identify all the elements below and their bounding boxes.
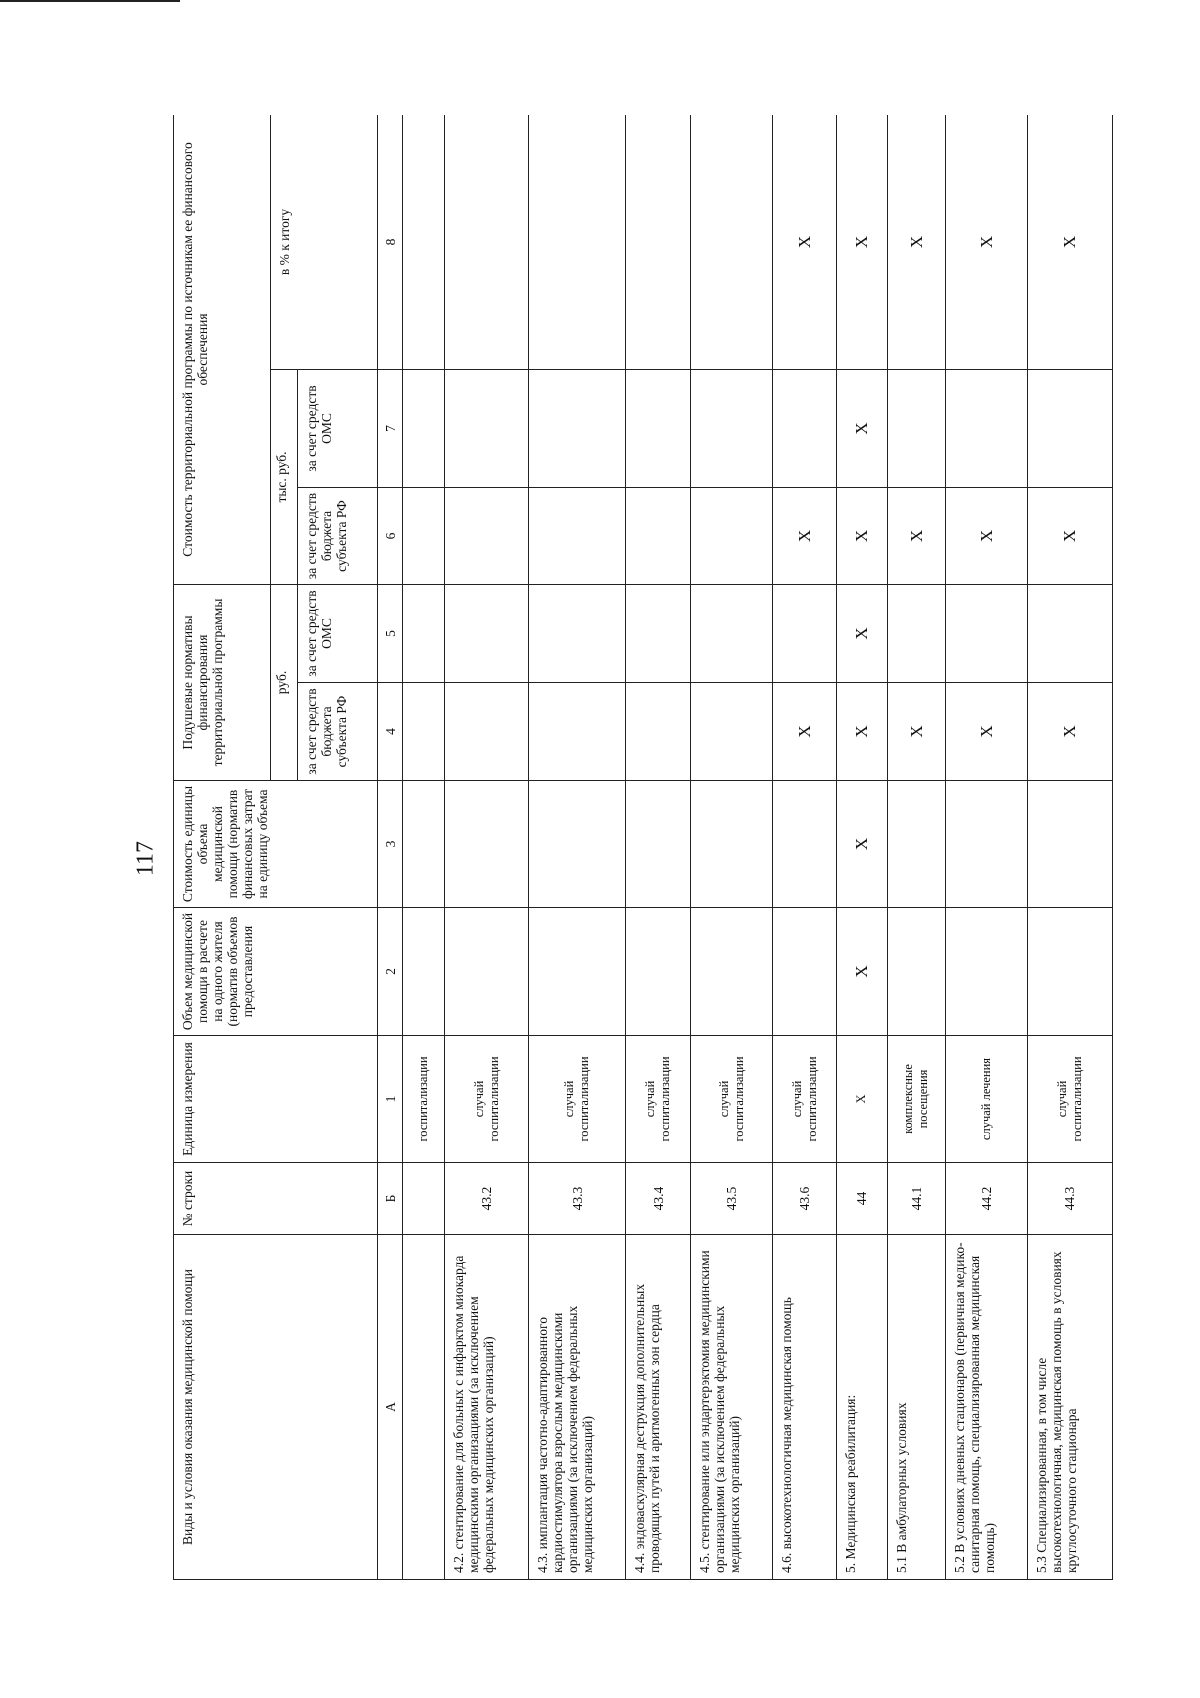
header-col-5: за счет средств ОМС [298, 584, 378, 682]
row-name-cell: 4.6. высокотехнологичная медицинская помощь [773, 1235, 837, 1580]
norm-budget-cell: Х [887, 683, 945, 781]
cost-budget-cell [403, 487, 445, 584]
cost-budget-cell [529, 487, 626, 584]
cost-oms-cell [1027, 369, 1112, 487]
cost-oms-cell [887, 369, 945, 487]
volume-cell [529, 908, 626, 1036]
unit-cell: случай госпитализации [626, 1036, 691, 1163]
numbering-cell: А [378, 1235, 403, 1580]
norm-budget-cell: Х [945, 683, 1027, 781]
cost-percent-cell [691, 115, 773, 369]
unit-cell: случай госпитализации [529, 1036, 626, 1163]
numbering-cell: 7 [378, 369, 403, 487]
page-number: 117 [132, 840, 159, 877]
unit-cell: госпитализации [403, 1036, 445, 1163]
table-container [173, 115, 1113, 1580]
numbering-cell: 3 [378, 781, 403, 908]
table-row [773, 115, 837, 1580]
volume-cell [403, 908, 445, 1036]
row-number-cell: 43.6 [773, 1163, 837, 1235]
cost-percent-cell [529, 115, 626, 369]
unit-cost-cell: Х [837, 781, 887, 908]
cost-percent-cell: Х [773, 115, 837, 369]
header-col-8: в % к итогу [271, 115, 378, 369]
volume-cell [945, 908, 1027, 1036]
table-row [1027, 115, 1112, 1580]
norm-budget-cell [403, 683, 445, 781]
row-name-cell: 5.3 Специализированная, в том числе высокотехнологичная, медицинская помощь в условиях круглосуточного стационара [1027, 1235, 1112, 1580]
volume-cell [773, 908, 837, 1036]
numbering-cell: 4 [378, 683, 403, 781]
numbering-cell: Б [378, 1163, 403, 1235]
row-number-cell [403, 1163, 445, 1235]
unit-cell: случай госпитализации [1027, 1036, 1112, 1163]
table-body [403, 115, 1113, 1580]
norm-budget-cell: Х [1027, 683, 1112, 781]
row-name-cell: 5.1 В амбулаторных условиях [887, 1235, 945, 1580]
norm-budget-cell [445, 683, 529, 781]
unit-cost-cell [1027, 781, 1112, 908]
table-row [445, 115, 529, 1580]
cost-budget-cell: Х [1027, 487, 1112, 584]
rotated-table [173, 115, 1113, 1580]
numbering-row [378, 115, 403, 1580]
header-col-2: Объем медицинской помощи в расчете на одного жителя (норматив объемов предоставления [174, 908, 378, 1036]
table-row [945, 115, 1027, 1580]
volume-cell [1027, 908, 1112, 1036]
row-number-cell: 44.2 [945, 1163, 1027, 1235]
cost-oms-cell [691, 369, 773, 487]
header-col-6: за счет средств бюджета субъекта РФ [298, 487, 378, 584]
row-number-cell: 44 [837, 1163, 887, 1235]
norm-oms-cell: Х [837, 584, 887, 682]
unit-cost-cell [691, 781, 773, 908]
norm-oms-cell [529, 584, 626, 682]
header-cost-unit: тыс. руб. [271, 369, 298, 584]
table-row [529, 115, 626, 1580]
row-number-cell: 44.1 [887, 1163, 945, 1235]
table-row [837, 115, 887, 1580]
norm-budget-cell [529, 683, 626, 781]
volume-cell [445, 908, 529, 1036]
numbering-cell: 6 [378, 487, 403, 584]
cost-oms-cell [626, 369, 691, 487]
numbering-cell: 1 [378, 1036, 403, 1163]
cost-oms-cell: Х [837, 369, 887, 487]
row-number-cell: 43.3 [529, 1163, 626, 1235]
unit-cell: случай госпитализации [691, 1036, 773, 1163]
cost-percent-cell: Х [945, 115, 1027, 369]
cost-budget-cell [445, 487, 529, 584]
norm-oms-cell [691, 584, 773, 682]
norm-budget-cell [626, 683, 691, 781]
header-group-cost: Стоимость территориальной программы по источникам ее финансового обеспечения [174, 115, 271, 584]
norm-oms-cell [773, 584, 837, 682]
cost-oms-cell [529, 369, 626, 487]
table-row [626, 115, 691, 1580]
volume-cell [691, 908, 773, 1036]
cost-oms-cell [945, 369, 1027, 487]
norm-oms-cell [945, 584, 1027, 682]
unit-cost-cell [887, 781, 945, 908]
table-row [691, 115, 773, 1580]
norm-budget-cell [691, 683, 773, 781]
header-norm-unit: руб. [271, 584, 298, 780]
financing-table [173, 115, 1113, 1580]
cost-oms-cell [403, 369, 445, 487]
cost-percent-cell [626, 115, 691, 369]
norm-budget-cell: Х [837, 683, 887, 781]
volume-cell [626, 908, 691, 1036]
norm-oms-cell [1027, 584, 1112, 682]
row-name-cell: 5.2 В условиях дневных стационаров (первичная медико-санитарная помощь, специализированная медицинская помощь) [945, 1235, 1027, 1580]
row-number-cell: 43.5 [691, 1163, 773, 1235]
norm-oms-cell [445, 584, 529, 682]
cost-budget-cell: Х [837, 487, 887, 584]
header-col-3: Стоимость единицы объема медицинской помощи (норматив финансовых затрат на единицу объема [174, 781, 378, 908]
unit-cell: случай госпитализации [445, 1036, 529, 1163]
table-row [887, 115, 945, 1580]
unit-cell: комплексные посещения [887, 1036, 945, 1163]
cost-budget-cell: Х [945, 487, 1027, 584]
header-col-4: за счет средств бюджета субъекта РФ [298, 683, 378, 781]
norm-budget-cell: Х [773, 683, 837, 781]
cost-budget-cell [626, 487, 691, 584]
numbering-cell: 2 [378, 908, 403, 1036]
row-name-cell: 4.4. эндоваскулярная деструкция дополнительных проводящих путей и аритмогенных зон сердца [626, 1235, 691, 1580]
unit-cost-cell [773, 781, 837, 908]
unit-cell: случай госпитализации [773, 1036, 837, 1163]
cost-percent-cell [403, 115, 445, 369]
row-number-cell: 43.4 [626, 1163, 691, 1235]
unit-cost-cell [626, 781, 691, 908]
row-number-cell: 43.2 [445, 1163, 529, 1235]
row-number-cell: 44.3 [1027, 1163, 1112, 1235]
cost-budget-cell: Х [887, 487, 945, 584]
row-name-cell: 4.3. имплантация частотно-адаптированного кардиостимулятора взрослым медицинскими организациями (за исключением федеральных медицинских организаций) [529, 1235, 626, 1580]
cost-budget-cell: Х [773, 487, 837, 584]
header-col-a: Виды и условия оказания медицинской помощи [174, 1235, 378, 1580]
cost-budget-cell [691, 487, 773, 584]
numbering-cell: 5 [378, 584, 403, 682]
cost-percent-cell: Х [837, 115, 887, 369]
numbering-cell: 8 [378, 115, 403, 369]
unit-cost-cell [945, 781, 1027, 908]
cost-oms-cell [445, 369, 529, 487]
unit-cost-cell [529, 781, 626, 908]
cost-percent-cell [445, 115, 529, 369]
cost-oms-cell [773, 369, 837, 487]
row-name-cell [403, 1235, 445, 1580]
volume-cell: Х [837, 908, 887, 1036]
unit-cell: Х [837, 1036, 887, 1163]
row-name-cell: 4.5. стентирование или эндартерэктомия медицинскими организациями (за исключением федеральных медицинских организаций) [691, 1235, 773, 1580]
volume-cell [887, 908, 945, 1036]
header-col-7: за счет средств ОМС [298, 369, 378, 487]
cost-percent-cell: Х [887, 115, 945, 369]
norm-oms-cell [887, 584, 945, 682]
row-name-cell: 5. Медицинская реабилитация: [837, 1235, 887, 1580]
norm-oms-cell [403, 584, 445, 682]
header-col-b: № строки [174, 1163, 378, 1235]
header-col-1: Единица измерения [174, 1036, 378, 1163]
header-group-norm: Подушевые нормативы финансирования территориальной программы [174, 584, 271, 780]
cost-percent-cell: Х [1027, 115, 1112, 369]
unit-cost-cell [445, 781, 529, 908]
unit-cell: случай лечения [945, 1036, 1027, 1163]
unit-cost-cell [403, 781, 445, 908]
table-row [403, 115, 445, 1580]
row-name-cell: 4.2. стентирование для больных с инфарктом миокарда медицинскими организациями (за исключением федеральных медицинских организаций) [445, 1235, 529, 1580]
norm-oms-cell [626, 584, 691, 682]
scan-edge-line [0, 0, 180, 2]
